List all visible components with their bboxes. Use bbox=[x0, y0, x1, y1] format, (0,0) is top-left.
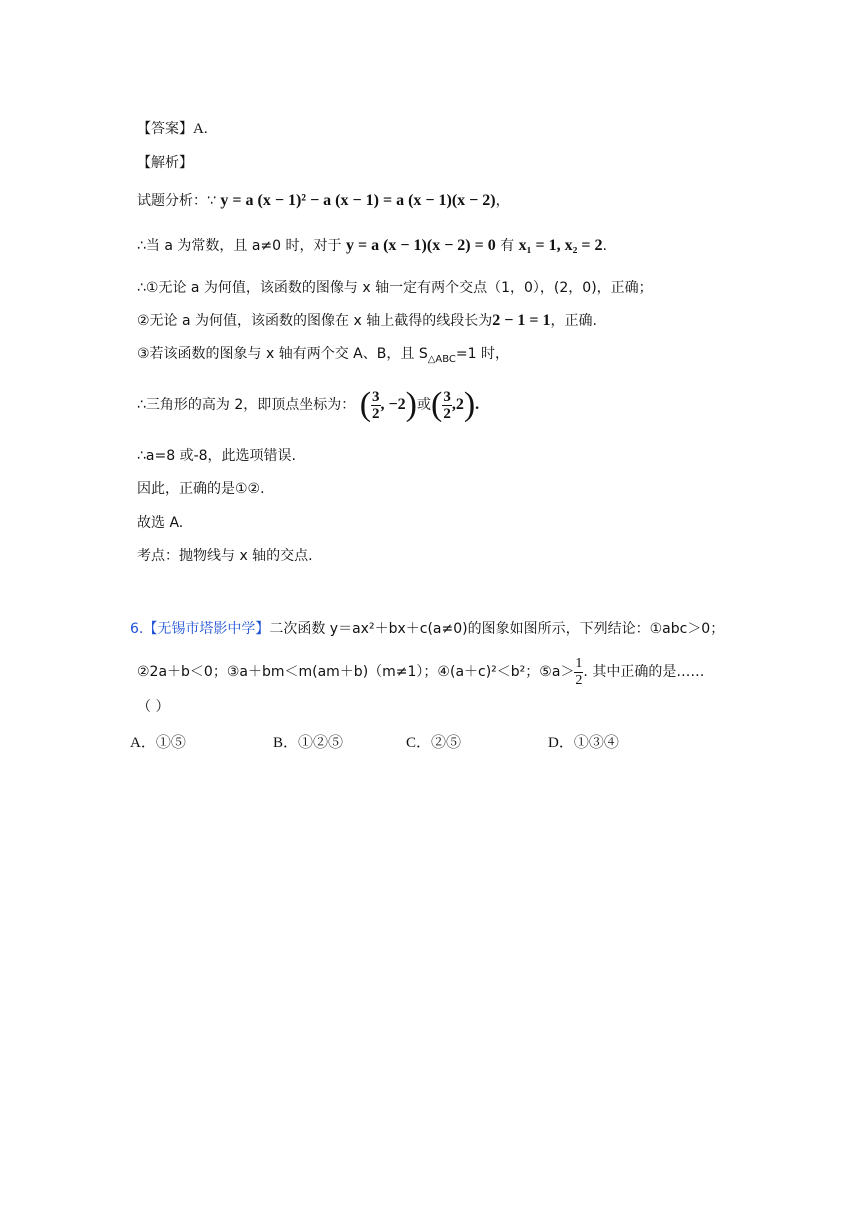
fraction-denominator: 2 bbox=[372, 405, 380, 422]
answer-label: 【答案】 bbox=[137, 121, 193, 137]
vertex-fraction-1 bbox=[371, 389, 381, 422]
equation-length: 2 − 1 = 1 bbox=[492, 312, 551, 329]
analysis-line-3: ∴①无论 a 为何值，该函数的图像与 x 轴一定有两个交点（1，0），(2，0)，正确； bbox=[137, 280, 653, 296]
analysis-line-7: ∴a=8 或-8，此选项错误. bbox=[137, 448, 296, 464]
analysis-text: ∴当 a 为常数，且 a≠0 时，对于 bbox=[137, 238, 342, 254]
option-a: A．①⑤ bbox=[130, 735, 186, 751]
answer-value: A. bbox=[193, 121, 208, 137]
question-number: 6. bbox=[130, 621, 144, 637]
analysis-line-9: 故选 A. bbox=[137, 515, 184, 531]
paren-close: ) bbox=[405, 386, 417, 423]
analysis-text: 或 bbox=[417, 397, 431, 413]
analysis-text: 试题分析：∵ bbox=[137, 193, 216, 209]
fraction-numerator: 3 bbox=[443, 388, 451, 405]
analysis-heading: 【解析】 bbox=[137, 155, 193, 171]
fraction-numerator: 3 bbox=[372, 388, 380, 405]
question-text-3: . 其中正确的是…… bbox=[583, 664, 705, 680]
punctuation: . bbox=[475, 396, 480, 413]
analysis-line-2 bbox=[137, 235, 607, 257]
option-d: D．①③④ bbox=[548, 735, 619, 751]
analysis-line-5 bbox=[137, 343, 509, 367]
punctuation: ， bbox=[495, 193, 510, 209]
answer-blank: （ ） bbox=[137, 699, 170, 715]
question-source: 【无锡市塔影中学】 bbox=[143, 621, 270, 637]
vertex-fraction-2 bbox=[442, 389, 452, 422]
paren-close: ) bbox=[463, 386, 476, 423]
analysis-text: ，正确. bbox=[550, 313, 597, 329]
answer-line bbox=[137, 118, 208, 140]
analysis-line-10: 考点：抛物线与 x 轴的交点. bbox=[137, 548, 313, 564]
analysis-line-1 bbox=[137, 190, 510, 212]
analysis-line-4 bbox=[137, 310, 597, 332]
equation-zero: y = a (x − 1)(x − 2) = 0 bbox=[345, 237, 496, 254]
vertex-y-2: ,2 bbox=[451, 396, 464, 413]
paren-open: ( bbox=[359, 386, 372, 423]
fraction-denominator: 2 bbox=[575, 672, 583, 688]
analysis-text: =1 时， bbox=[455, 346, 510, 362]
punctuation: . bbox=[602, 238, 607, 254]
analysis-text: ③若该函数的图象与 x 轴有两个交 A、B，且 S bbox=[137, 346, 428, 362]
analysis-text: 有 bbox=[500, 238, 515, 254]
option-b: B．①②⑤ bbox=[273, 735, 344, 751]
option-c: C．②⑤ bbox=[406, 735, 462, 751]
analysis-text: ②无论 a 为何值，该函数的图像在 x 轴上截得的线段长为 bbox=[137, 313, 493, 329]
analysis-line-6 bbox=[137, 383, 479, 427]
question-text-1: 二次函数 y＝ax²＋bx＋c(a≠0)的图象如图所示，下列结论：①abc＞0； bbox=[269, 621, 725, 637]
fraction-numerator: 1 bbox=[575, 655, 583, 671]
question-text-2: ②2a＋b＜0；③a＋bm＜m(am＋b)（m≠1）；④(a＋c)²＜b²；⑤a＞ bbox=[137, 664, 575, 680]
analysis-line-8: 因此，正确的是①②. bbox=[137, 481, 265, 497]
vertex-y-1: , −2 bbox=[380, 396, 406, 413]
paren-open: ( bbox=[431, 386, 443, 423]
equation-factorization: y = a (x − 1)² − a (x − 1) = a (x − 1)(x − 2) bbox=[220, 192, 496, 209]
question-line-2 bbox=[137, 655, 704, 689]
equation-roots: x₁ = 1, x₂ = 2 bbox=[518, 237, 603, 254]
analysis-text: ∴三角形的高为 2，即顶点坐标为： bbox=[137, 397, 356, 413]
area-subscript: △ABC bbox=[427, 354, 456, 365]
fraction-denominator: 2 bbox=[443, 405, 451, 422]
question-line-1 bbox=[130, 618, 724, 640]
